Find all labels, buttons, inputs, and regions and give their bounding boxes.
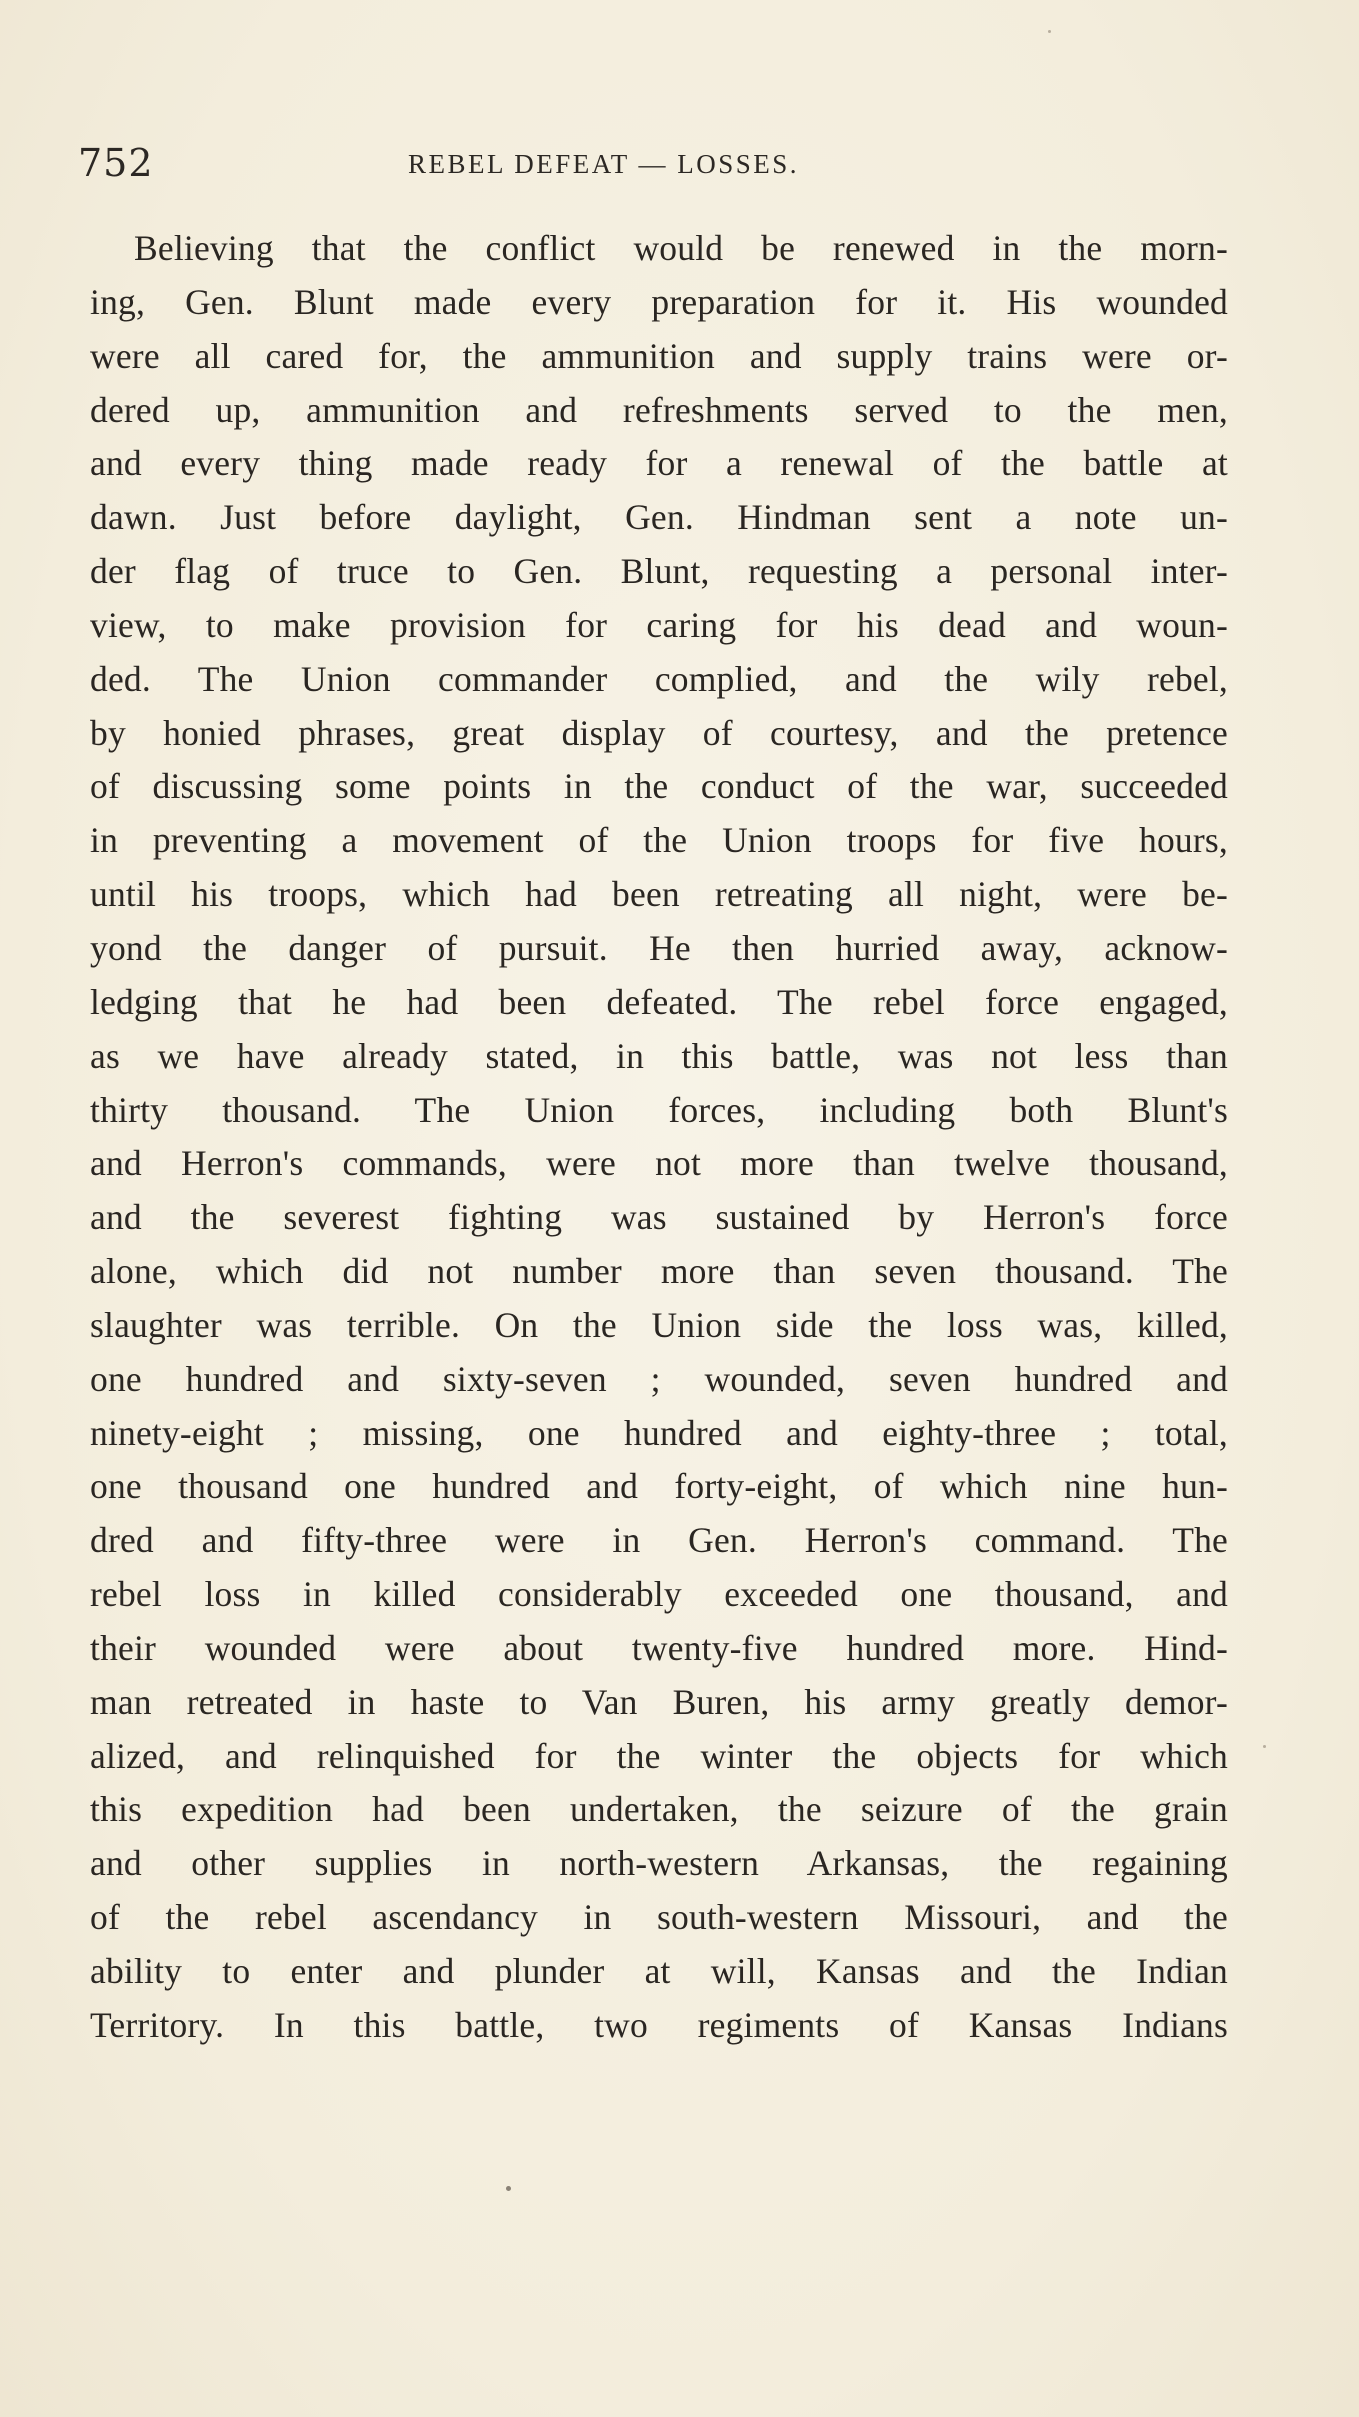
text-line: in preventing a movement of the Union troops for five hours,	[90, 820, 1228, 861]
text-line: dawn. Just before daylight, Gen. Hindman sent a note un-	[90, 497, 1228, 538]
text-line: were all cared for, the ammunition and supply trains were or-	[90, 335, 1228, 376]
paper-speck	[1263, 1745, 1266, 1748]
page-number: 752	[78, 141, 154, 185]
text-line: alized, and relinquished for the winter the objects for which	[90, 1735, 1228, 1776]
paper-speck	[1048, 30, 1051, 33]
text-line: one thousand one hundred and forty-eight, of which nine hun-	[90, 1466, 1228, 1507]
text-line: and other supplies in north-western Arkansas, the regaining	[90, 1843, 1228, 1884]
text-line: ability to enter and plunder at will, Kansas and the Indian	[90, 1951, 1228, 1991]
text-line: yond the danger of pursuit. He then hurried away, acknow-	[90, 927, 1228, 968]
text-line: of discussing some points in the conduct of the war, succeeded	[90, 766, 1228, 807]
text-line: this expedition had been undertaken, the seizure of the grain	[90, 1789, 1228, 1830]
text-line: ledging that he had been defeated. The rebel force engaged,	[90, 981, 1228, 1022]
text-line: Believing that the conflict would be renewed in the morn-	[134, 228, 1228, 268]
text-line: and Herron's commands, were not more than twelve thousand,	[90, 1143, 1228, 1184]
text-line: ninety-eight ; missing, one hundred and eighty-three ; total,	[90, 1412, 1228, 1453]
text-line: and every thing made ready for a renewal of the battle at	[90, 443, 1228, 484]
text-line: and the severest fighting was sustained by Herron's force	[90, 1197, 1228, 1238]
text-line: their wounded were about twenty-five hundred more. Hind-	[90, 1627, 1228, 1668]
text-line: Territory. In this battle, two regiments of Kansas Indians	[90, 2004, 1228, 2045]
text-line: until his troops, which had been retreating all night, were be-	[90, 874, 1228, 915]
body-text	[90, 222, 1228, 2053]
text-line: man retreated in haste to Van Buren, his army greatly demor-	[90, 1681, 1228, 1722]
text-line: by honied phrases, great display of courtesy, and the pretence	[90, 712, 1228, 753]
text-line: dred and fifty-three were in Gen. Herron's command. The	[90, 1520, 1228, 1561]
text-line: alone, which did not number more than seven thousand. The	[90, 1251, 1228, 1292]
paper-speck	[506, 2186, 511, 2191]
text-line: der flag of truce to Gen. Blunt, requesting a personal inter-	[90, 551, 1228, 592]
text-line: one hundred and sixty-seven ; wounded, seven hundred and	[90, 1358, 1228, 1399]
running-head: REBEL DEFEAT — LOSSES.	[408, 149, 800, 179]
page-header	[78, 138, 1228, 188]
text-line: of the rebel ascendancy in south-western Missouri, and the	[90, 1897, 1228, 1938]
text-line: as we have already stated, in this battle, was not less than	[90, 1035, 1228, 1076]
text-line: slaughter was terrible. On the Union side the loss was, killed,	[90, 1304, 1228, 1345]
text-line: dered up, ammunition and refreshments served to the men,	[90, 389, 1228, 430]
text-line: rebel loss in killed considerably exceeded one thousand, and	[90, 1574, 1228, 1615]
text-line: thirty thousand. The Union forces, including both Blunt's	[90, 1089, 1228, 1130]
text-line: view, to make provision for caring for his dead and woun-	[90, 604, 1228, 645]
text-line: ded. The Union commander complied, and the wily rebel,	[90, 658, 1228, 699]
text-line: ing, Gen. Blunt made every preparation for it. His wounded	[90, 281, 1228, 322]
